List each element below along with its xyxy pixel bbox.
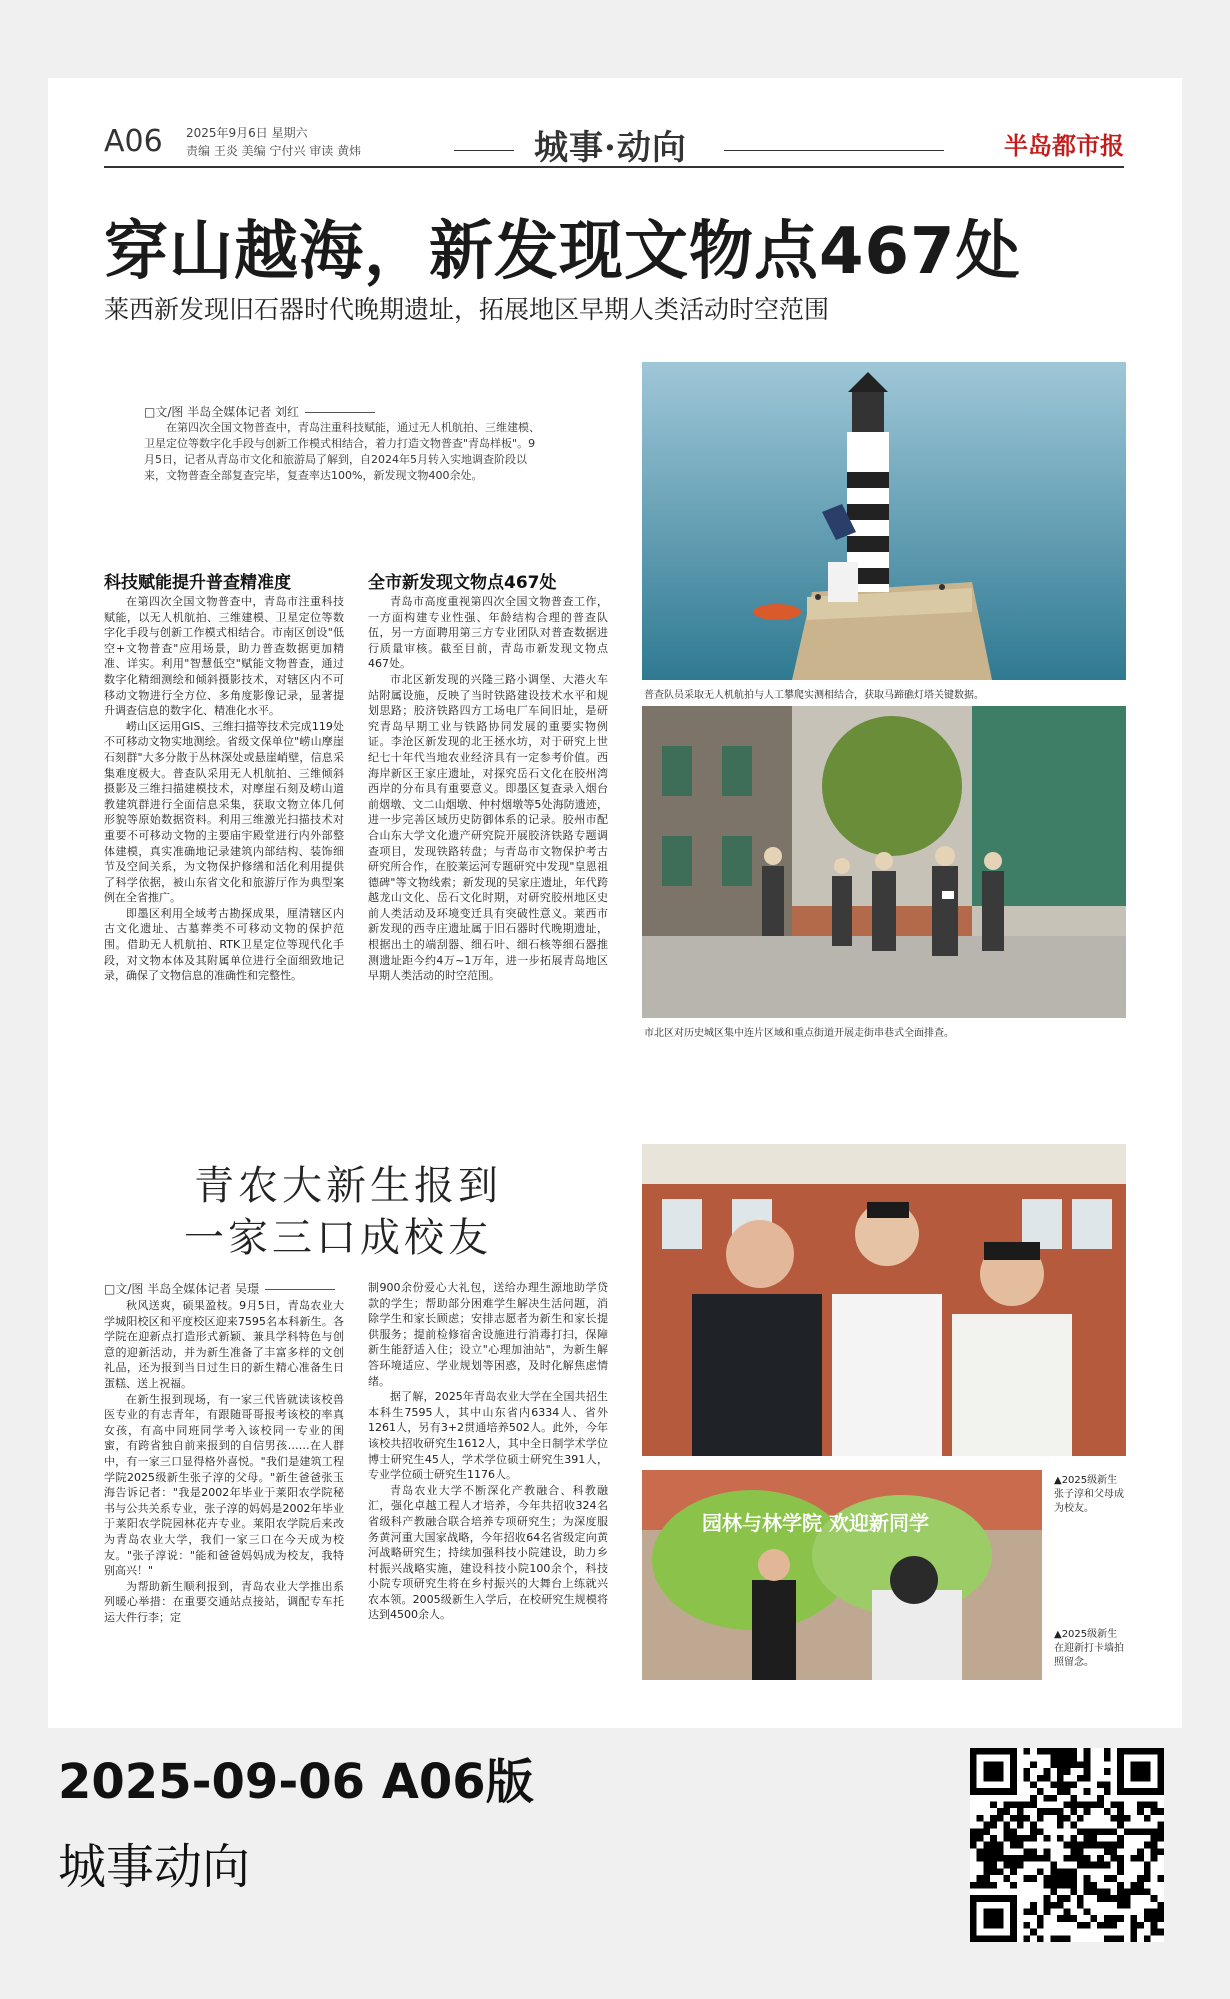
street-caption: 市北区对历史城区集中连片区域和重点街道开展走街串巷式全面排查。	[644, 1028, 954, 1039]
street-illustration	[642, 706, 1126, 1018]
paragraph: 即墨区利用全域考古勘探成果，厘清辖区内古文化遗址、古墓葬类不可移动文物的保护范围。借助无人机航拍、RTK卫星定位等现代化手段，对文物本体及其附属单位进行全面细致地记录，确保了文物信息的准确性和完整性。	[104, 906, 344, 983]
lighthouse-illustration	[642, 362, 1126, 680]
paragraph: 市北区新发现的兴隆三路小调堡、大港火车站附属设施，反映了当时铁路建设技术水平和规划思路；胶济铁路四方工场电厂车间旧址，是研究青岛早期工业与铁路协同发展的重要实物例证。李沧区新发现的北王拯水坊，对于研究上世纪七十年代当地农业经济具有一定参考价值。西海岸新区王家庄遗址，对探究岳石文化在胶州湾西岸的分布具有重要意义。即墨区复查录入烟台前烟墩、文二山烟墩、仲村烟墩等5处海防遗迹，进一步完善区域历史防御体系的记录。胶州市配合山东大学文化遗产研究院开展胶济铁路专题调查项目，发现铁路转盘；与青岛市文物保护考古研究所合作，在胶莱运河专题研究中发现"皇恩祖德碑"等文物线索；新发现的吴家庄遗址，年代跨越龙山文化、岳石文化时期，对研究胶州地区史前人类活动及环境变迁具有突破性意义。莱西市新发现的西寺庄遗址属于旧石器时代晚期遗址，根据出土的端刮器、细石叶、细石核等细石器推测遗址距今约4万~1万年，进一步拓展青岛地区早期人类活动的时空范围。	[368, 672, 608, 983]
newspaper-card	[48, 78, 1182, 1728]
article1-subhead: 莱西新发现旧石器时代晚期遗址，拓展地区早期人类活动时空范围	[104, 295, 830, 324]
article1-column-2	[368, 594, 608, 984]
lighthouse-caption: 普查队员采取无人机航拍与人工攀爬实测相结合，获取马蹄礁灯塔关键数据。	[644, 690, 984, 701]
paragraph: 崂山区运用GIS、三维扫描等技术完成119处不可移动文物实地测绘。省级文保单位"崂山摩崖石刻群"大多分散于丛林深处或悬崖峭壁，信息采集难度极大。普查队采用无人机航拍、三维倾斜摄影及三维扫描建模技术，对摩崖石刻及崂山道教建筑群进行全面信息采集，获取文物立体几何形貌等原始数据资料。利用三维激光扫描技术对重要不可移动文物的主要庙宇殿堂进行内外部整体建模，真实准确地记录建筑内部结构、装饰细节及空间关系，为文物保护修缮和活化利用提供了科学依据，被山东省文化和旅游厅作为典型案例在全省推广。	[104, 719, 344, 905]
edition-date: 2025-09-06 A06版	[58, 1754, 534, 1810]
article2-byline-text: □文/图 半岛全媒体记者 吴璟	[104, 1282, 260, 1296]
street-survey-photo	[642, 706, 1126, 1018]
paragraph: 在新生报到现场，有一家三代皆就读该校兽医专业的有志青年，有跟随哥哥报考该校的率真女孩，有高中同班同学考入该校同一专业的闺蜜，有跨省独自前来报到的自信男孩……在人群中，有一家三口显得格外喜悦。"我们是建筑工程学院2025级新生张子淳的父母。"新生爸爸张玉海告诉记者："我是2002年毕业于莱阳农学院秘书与公共关系专业，张子淳的妈妈是2002年毕业于莱阳农学院园林花卉专业。莱阳农学院后来改为青岛农业大学，我们一家三口在今天成为校友。"张子淳说："能和爸爸妈妈成为校友，我特别高兴！"	[104, 1392, 344, 1578]
family-caption: ▲2025级新生张子淳和父母成为校友。	[1054, 1475, 1124, 1514]
lighthouse-photo	[642, 362, 1126, 680]
paragraph: 制900余份爱心大礼包，送给办理生源地助学贷款的学生；帮助部分困难学生解决生活问题，消除学生和家长顾虑；安排志愿者为新生和家长提供服务；提前检修宿舍设施进行消毒打扫，保障新生能舒适入住；设立"心理加油站"，为新生解答环境适应、学业规划等困惑，及时化解焦虑情绪。	[368, 1281, 608, 1388]
newspaper-logo: 半岛都市报	[1004, 131, 1124, 160]
article1-headline: 穿山越海，新发现文物点467处	[104, 215, 1021, 289]
article2-title-line2: 一家三口成校友	[184, 1215, 492, 1261]
paragraph: 据了解，2025年青岛农业大学在全国共招生本科生7595人，其中山东省内6334人、省外1261人，另有3+2贯通培养502人。此外，今年该校共招收研究生1612人，其中全日制学术学位博士研究生45人，学术学位硕士研究生391人，专业学位硕士研究生1176人。	[368, 1390, 608, 1482]
paragraph: 青岛市高度重视第四次全国文物普查工作，一方面构建专业性强、年龄结构合理的普查队伍，另一方面聘用第三方专业团队对普查数据进行质量审核。截至目前，青岛市新发现文物点467处。	[368, 595, 608, 671]
paragraph: 为帮助新生顺利报到，青岛农业大学推出系列暖心举措：在重要交通站点接站，调配专车托运大件行李；定	[104, 1579, 344, 1624]
welcome-wall-illustration	[642, 1470, 1042, 1680]
section-title: 城事·动向	[534, 128, 687, 168]
qr-code-icon	[970, 1748, 1164, 1942]
header-rule-left	[454, 150, 514, 151]
family-photo	[642, 1144, 1126, 1456]
article1-column-1	[104, 594, 344, 984]
article2-byline	[104, 1280, 335, 1297]
article2-title-line1: 青农大新生报到	[194, 1163, 502, 1209]
qr-code[interactable]	[970, 1748, 1164, 1942]
family-illustration	[642, 1144, 1126, 1456]
article1-byline-text: □文/图 半岛全媒体记者 刘红	[144, 405, 300, 419]
header-editors: 责编 王炎 美编 宁付兴 审读 黄炜	[186, 144, 362, 158]
welcome-caption: ▲2025级新生在迎新打卡墙拍照留念。	[1054, 1629, 1124, 1668]
page-number: A06	[104, 124, 163, 159]
paragraph: 在第四次全国文物普查中，青岛市注重科技赋能，以无人机航拍、三维建模、卫星定位等数字化手段与创新工作模式相结合。市南区创设"低空+文物普查"应用场景，助力普查数据更加精准、详实。利用"智慧低空"赋能文物普查，通过数字化精细测绘和倾斜摄影技术，对辖区内不可移动文物进行全方位、多角度影像记录，显著提升调查信息的数字化、精准化水平。	[104, 595, 344, 718]
article1-lead: 在第四次全国文物普查中，青岛注重科技赋能，通过无人机航拍、三维建模、卫星定位等数字化手段与创新工作模式相结合，着力打造文物普查"青岛样板"。9月5日，记者从青岛市文化和旅游局了解到，自2024年5月转入实地调查阶段以来，文物普查全部复查完毕，复查率达100%，新发现文物400余处。	[144, 421, 540, 482]
welcome-wall-photo	[642, 1470, 1042, 1680]
edition-section: 城事动向	[58, 1839, 251, 1895]
welcome-board-text: 园林与林学院 欢迎新同学	[702, 1511, 929, 1535]
paragraph: 青岛农业大学不断深化产教融合、科教融汇，强化卓越工程人才培养，今年共招收324名省级科产教融合联合培养专项研究生；为深度服务黄河重大国家战略，今年招收64名省级定向黄河战略研究生；持续加强科技小院建设，助力乡村振兴战略实施，建设科技小院100余个，科技小院专项研究生将在乡村振兴的大舞台上练就兴农本领。2005级新生入学后，在校研究生规模将达到4500余人。	[368, 1483, 608, 1622]
article2-column-2	[368, 1280, 608, 1623]
header-date: 2025年9月6日 星期六	[186, 126, 308, 140]
newspaper-page[interactable]	[104, 120, 1124, 1694]
article2-column-1	[104, 1298, 344, 1625]
article1-byline	[144, 403, 375, 420]
header-rule-right	[724, 150, 944, 151]
paragraph: 秋风送爽，硕果盈枝。9月5日，青岛农业大学城阳校区和平度校区迎来7595名本科新生。各学院在迎新点打造形式新颖、兼具学科特色与创意的迎新活动，并为新生准备了丰富多样的文创礼品，还为报到当日过生日的新生精心准备生日蛋糕、送上祝福。	[104, 1299, 344, 1390]
article2-title	[184, 1160, 502, 1264]
article1-subtitle-2: 全市新发现文物点467处	[368, 573, 557, 593]
page-header	[104, 120, 1124, 168]
article1-subtitle-1: 科技赋能提升普查精准度	[104, 573, 291, 593]
